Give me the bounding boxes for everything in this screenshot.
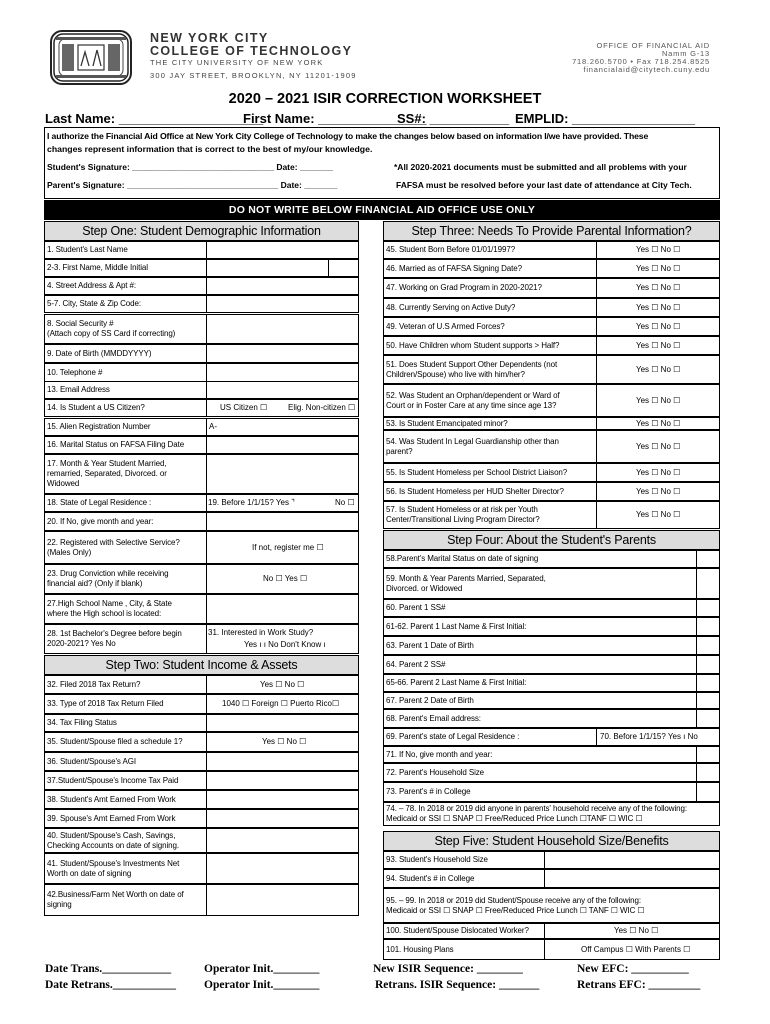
right-form-row[interactable] [383,869,720,888]
field-label: 73. Parent's # in College [386,787,471,796]
field-label: 95. – 99. In 2018 or 2019 did Student/Spouse receive any of the following: Medicaid or SSI ☐ SNAP ☐ Free/Reduced Price Lunch ☐ TANF ☐ WIC ☐ [386,895,645,915]
column-divider [206,296,207,312]
field-label: 45. Student Born Before 01/01/1997? [386,245,516,254]
column-divider [206,345,207,362]
column-divider [596,299,597,316]
college-address: 300 JAY STREET, BROOKLYN, NY 11201-1909 [150,70,357,80]
field-label: 39. Spouse's Amt Earned From Work [47,813,176,823]
college-seal-logo [50,30,132,85]
field-label: 8. Social Security # (Attach copy of SS Card if correcting) [47,319,176,338]
yes-no-checkbox[interactable]: Yes ☐ No ☐ [636,364,681,374]
yes-no-checkbox[interactable]: Yes ☐ No ☐ [636,283,681,292]
college-name-block [150,32,357,79]
right-form-row[interactable] [383,384,720,417]
yes-no-checkbox[interactable]: Yes ☐ No ☐ [636,340,681,350]
right-form-row[interactable] [383,241,720,259]
field-label: 22. Registered with Selective Service? (Males Only) [47,537,180,557]
column-divider [206,315,207,343]
field-label: 13. Email Address [47,385,110,394]
field-label: 60. Parent 1 SS# [386,603,446,612]
field-label: 27.High School Name , City, & State where the High school is located: [47,599,172,618]
left-form-row[interactable] [44,828,359,853]
right-form-row[interactable] [383,501,720,529]
column-divider [206,695,207,713]
column-divider [328,260,329,276]
field-value-option[interactable]: No ☐ [335,498,355,507]
column-divider [696,618,697,635]
left-form-row[interactable] [44,694,359,714]
office-contact-block [572,42,710,74]
field-label: 72. Parent's Household Size [386,767,484,777]
right-form-row[interactable] [383,317,720,336]
field-label: 67. Parent 2 Date of Birth [386,695,474,705]
column-divider [206,565,207,593]
field-label: 63. Parent 1 Date of Birth [386,640,474,650]
field-value-option[interactable]: Yes ☐ No ☐ [614,926,659,935]
column-divider [544,870,545,887]
field-label: 38. Student's Amt Earned From Work [47,794,176,804]
field-value-option[interactable]: Yes ☐ No ☐ [260,679,305,689]
field-label: 74. – 78. In 2018 or 2019 did anyone in parents' household receive any of the following: Medicaid or SSI ☐ SNAP ☐ Free/Reduced Price Lunch ☐TANF ☐ WIC ☐ [386,804,687,823]
left-form-row[interactable] [44,295,359,313]
column-divider [206,364,207,381]
field-value-option[interactable]: 19. Before 1/1/15? Yes ⌝ [208,498,295,507]
column-divider [206,419,207,435]
column-divider [696,675,697,691]
field-label: 57. Is Student Homeless or at risk per Youth Center/Transitional Living Program Director? [386,505,540,524]
right-form-row[interactable] [383,746,720,763]
step-one-header: Step One: Student Demographic Information [44,221,359,241]
right-form-row[interactable] [383,802,720,826]
left-form-row[interactable] [44,314,359,344]
column-divider [206,885,207,915]
right-form-row[interactable] [383,939,720,960]
field-label: 5-7. City, State & Zip Code: [47,299,141,308]
column-divider [696,656,697,673]
yes-no-checkbox[interactable]: Yes ☐ No ☐ [636,441,681,451]
right-form-row[interactable] [383,298,720,317]
field-label: 49. Veteran of U.S Armed Forces? [386,321,505,331]
documents-note-line1: *All 2020-2021 documents must be submitted and all problems with your [394,162,687,172]
field-value-option[interactable]: US Citizen ☐ [220,403,268,412]
field-label: 42.Business/Farm Net Worth on date of signing [47,890,184,909]
field-label: 52. Was Student an Orphan/dependent or Ward of Court or in Foster Care at any time since age 13? [386,390,560,410]
field-label: 10. Telephone # [47,367,103,377]
new-efc-field[interactable]: New EFC: __________ [577,963,689,975]
authorization-text-line2: changes represent information that is correct to the best of my/our knowledge. [47,143,373,154]
field-label: 37.Student/Spouse's Income Tax Paid [47,775,179,785]
retrans-efc-field[interactable]: Retrans EFC: _________ [577,979,701,991]
field-label: 101. Housing Plans [386,944,454,954]
office-phone-fax: 718.260.5700 • Fax 718.254.8525 [572,56,710,66]
left-form-row[interactable] [44,732,359,752]
column-divider [596,318,597,335]
last-name-field[interactable]: Last Name: ____________________ [45,111,264,126]
column-divider [696,551,697,567]
field-label: 51. Does Student Support Other Dependents (not Children/Spouse) who live with him/her? [386,359,558,379]
right-form-row[interactable] [383,692,720,709]
column-divider [206,242,207,258]
field-label: 47. Working on Grad Program in 2020-2021? [386,283,542,292]
step-two-header: Step Two: Student Income & Assets [44,655,359,675]
left-form-row[interactable] [44,381,359,399]
yes-no-checkbox[interactable]: Yes ☐ No ☐ [636,510,681,519]
left-form-row[interactable] [44,675,359,694]
left-form-row[interactable] [44,241,359,259]
column-divider [596,729,597,745]
yes-no-checkbox[interactable]: Yes ☐ No ☐ [636,395,681,405]
field-label: 15. Alien Registration Number [47,422,151,431]
field-label: 35. Student/Spouse filed a schedule 1? [47,737,183,746]
column-divider [696,764,697,781]
left-form-row[interactable] [44,790,359,809]
field-value-option[interactable]: Elig. Non-citizen ☐ [288,403,356,412]
right-form-row[interactable] [383,550,720,568]
left-form-row[interactable] [44,277,359,295]
field-label: 16. Marital Status on FAFSA Filing Date [47,440,185,449]
name-row [45,111,720,127]
right-form-row[interactable] [383,417,720,430]
field-value-option[interactable]: A- [209,422,217,431]
field-label: 100. Student/Spouse Dislocated Worker? [386,926,529,935]
step-five-header: Step Five: Student Household Size/Benefits [383,831,720,851]
column-divider [696,783,697,801]
field-label: 68. Parent's Email address: [386,713,481,723]
right-form-row[interactable] [383,568,720,599]
right-form-row[interactable] [383,482,720,501]
authorization-box [44,127,720,199]
column-divider [206,854,207,883]
left-form-row[interactable] [44,454,359,494]
left-form-row[interactable] [44,512,359,531]
column-divider [596,385,597,416]
left-form-row[interactable] [44,771,359,790]
field-label: 93. Student's Household Size [386,855,488,864]
right-form-row[interactable] [383,259,720,278]
new-isir-sequence-field[interactable]: New ISIR Sequence: ________ [373,963,523,975]
right-form-row[interactable] [383,636,720,655]
documents-note-line2: FAFSA must be resolved before your last date of attendance at City Tech. [396,180,692,190]
left-form-row[interactable] [44,714,359,732]
emplid-field[interactable]: EMPLID: _________________ [515,111,695,126]
left-form-row[interactable] [44,259,359,277]
date-trans-field[interactable]: Date Trans.____________ [45,963,172,975]
yes-no-checkbox[interactable]: Yes ☐ No ☐ [636,418,681,428]
yes-no-checkbox[interactable]: Yes ☐ No ☐ [636,302,681,312]
right-form-row[interactable] [383,709,720,728]
column-divider [206,829,207,852]
left-form-row[interactable] [44,418,359,436]
left-form-row[interactable] [44,399,359,417]
field-label: 53. Is Student Emancipated minor? [386,418,508,428]
field-label: 94. Student's # in College [386,873,475,883]
field-value-option[interactable]: No ☐ Yes ☐ [263,574,308,583]
column-divider [206,455,207,493]
field-label: 64. Parent 2 SS# [386,659,446,669]
field-label: 1. Student's Last Name [47,245,128,254]
step-three-header: Step Three: Needs To Provide Parental Information? [383,221,720,241]
column-divider [696,693,697,708]
right-form-row[interactable] [383,763,720,782]
field-label: 69. Parent's state of Legal Residence : [386,732,520,741]
field-label: 28. 1st Bachelor's Degree before begin 2020-2021? Yes No [47,629,182,648]
column-divider [696,710,697,727]
left-form-row[interactable] [44,884,359,916]
right-form-row[interactable] [383,674,720,692]
field-value-option[interactable]: 70. Before 1/1/15? Yes ı No [600,732,698,741]
field-label: 18. State of Legal Residence : [47,498,152,507]
right-form-row[interactable] [383,278,720,298]
left-form-row[interactable] [44,809,359,828]
column-divider [596,431,597,462]
left-form-row[interactable] [44,564,359,594]
column-divider [206,676,207,693]
field-value-option[interactable]: Off Campus ☐ With Parents ☐ [581,944,691,954]
college-name-line1: NEW YORK CITY [150,31,269,45]
column-divider [596,242,597,258]
left-form-row[interactable] [44,363,359,382]
column-divider [596,502,597,528]
right-form-row[interactable] [383,463,720,482]
column-divider [596,356,597,383]
first-name-field[interactable]: First Name: _______________ [243,111,427,126]
column-divider [596,337,597,354]
operator-init-retrans-field[interactable]: Operator Init.________ [204,979,320,991]
university-name: THE CITY UNIVERSITY OF NEW YORK [150,58,324,67]
field-label: 4. Street Address & Apt #: [47,281,137,290]
column-divider [544,852,545,868]
field-label: 33. Type of 2018 Tax Return Filed [47,699,164,708]
field-label: 40. Student/Spouse's Cash, Savings, Checking Accounts on date of signing. [47,830,179,850]
column-divider [544,924,545,938]
right-form-row[interactable] [383,728,720,746]
field-label: 71. If No, give month and year: [386,749,493,759]
field-label: 20. If No, give month and year: [47,516,154,526]
left-form-row[interactable] [44,752,359,771]
column-divider [596,418,597,429]
left-form-row[interactable] [44,853,359,884]
column-divider [206,400,207,416]
field-label: 61-62. Parent 1 Last Name & First Initial: [386,621,527,631]
column-divider [206,437,207,453]
left-form-row[interactable] [44,624,359,654]
field-label: 65-66. Parent 2 Last Name & First Initial: [386,678,527,687]
field-value-option[interactable]: 1040 ☐ Foreign ☐ Puerto Rico☐ [222,699,340,708]
field-value-option[interactable]: Yes ☐ No ☐ [262,737,307,746]
left-form-row[interactable] [44,531,359,564]
field-label: 14. Is Student a US Citizen? [47,403,145,412]
office-name: OFFICE OF FINANCIAL AID [596,41,710,50]
column-divider [544,940,545,959]
column-divider [206,772,207,789]
right-form-row[interactable] [383,599,720,617]
column-divider [696,600,697,616]
left-form-row[interactable] [44,344,359,363]
column-divider [596,279,597,297]
column-divider [696,637,697,654]
right-form-row[interactable] [383,923,720,939]
right-form-row[interactable] [383,336,720,355]
column-divider [206,791,207,808]
right-form-row[interactable] [383,888,720,923]
student-signature-field[interactable]: Student's Signature: ______________________________ Date: _______ [47,162,334,172]
field-value-option[interactable]: If not, register me ☐ [252,542,324,552]
right-form-row[interactable] [383,430,720,463]
field-label: 36. Student/Spouse's AGI [47,756,136,766]
office-use-banner: DO NOT WRITE BELOW FINANCIAL AID OFFICE USE ONLY [44,200,720,220]
column-divider [696,747,697,762]
date-retrans-field[interactable]: Date Retrans.___________ [45,979,176,991]
column-divider [206,595,207,623]
field-label: 48. Currently Serving on Active Duty? [386,302,516,312]
field-label: 2-3. First Name, Middle Initial [47,263,148,272]
column-divider [206,625,207,653]
field-label: 58.Parent's Marital Status on date of signing [386,554,539,563]
column-divider [696,569,697,598]
column-divider [206,513,207,530]
right-form-row[interactable] [383,655,720,674]
field-value-option[interactable]: Yes ı ı No Don't Know ı [244,640,326,650]
column-divider [206,733,207,751]
office-room: Namm G-13 [661,48,710,58]
column-divider [596,464,597,481]
column-divider [206,753,207,770]
column-divider [596,260,597,277]
column-divider [206,495,207,511]
field-label: 46. Married as of FAFSA Signing Date? [386,263,522,273]
yes-no-checkbox[interactable]: Yes ☐ No ☐ [636,263,681,273]
worksheet-title: 2020 – 2021 ISIR CORRECTION WORKSHEET [228,91,542,107]
column-divider [206,382,207,398]
column-divider [206,278,207,294]
field-label: 9. Date of Birth (MMDDYYYY) [47,348,152,358]
yes-no-checkbox[interactable]: Yes ☐ No ☐ [636,321,681,331]
right-form-row[interactable] [383,617,720,636]
field-value-option[interactable]: 31. Interested in Work Study? [208,628,314,638]
yes-no-checkbox[interactable]: Yes ☐ No ☐ [636,245,681,254]
college-name-line2: COLLEGE OF TECHNOLOGY [150,43,353,58]
yes-no-checkbox[interactable]: Yes ☐ No ☐ [636,486,681,496]
field-label: 17. Month & Year Student Married, remarried, Separated, Divorced. or Widowed [47,459,167,488]
right-form-row[interactable] [383,355,720,384]
column-divider [206,260,207,276]
office-email: financialaid@citytech.cuny.edu [583,64,710,74]
left-form-row[interactable] [44,494,359,512]
field-label: 23. Drug Conviction while receiving financial aid? (Only if blank) [47,569,169,588]
column-divider [206,532,207,563]
field-label: 59. Month & Year Parents Married, Separated, Divorced. or Widowed [386,573,546,593]
yes-no-checkbox[interactable]: Yes ☐ No ☐ [636,467,681,477]
column-divider [596,483,597,500]
parent-signature-field[interactable]: Parent's Signature: ________________________________ Date: _______ [47,180,338,190]
letterhead [0,0,770,90]
retrans-isir-sequence-field[interactable]: Retrans. ISIR Sequence: _______ [375,979,540,991]
field-label: 32. Filed 2018 Tax Return? [47,679,141,689]
field-label: 41. Student/Spouse's Investments Net Worth on date of signing [47,858,180,878]
field-label: 34. Tax Filing Status [47,718,117,727]
ss-number-field[interactable]: SS#: ___________ [397,111,510,126]
field-label: 55. Is Student Homeless per School District Liaison? [386,467,568,477]
right-form-row[interactable] [383,782,720,802]
authorization-text-line1: I authorize the Financial Aid Office at New York City College of Technology to make the changes below based on information I/we have provided. These [47,131,649,141]
field-label: 56. Is Student Homeless per HUD Shelter Director? [386,486,564,496]
field-label: 50. Have Children whom Student supports > Half? [386,340,560,350]
step-four-header: Step Four: About the Student's Parents [383,530,720,550]
operator-init-field[interactable]: Operator Init.________ [204,963,320,975]
left-form-row[interactable] [44,436,359,454]
right-form-row[interactable] [383,851,720,869]
column-divider [206,715,207,731]
field-label: 54. Was Student In Legal Guardianship other than parent? [386,436,559,456]
column-divider [206,810,207,827]
left-form-row[interactable] [44,594,359,624]
